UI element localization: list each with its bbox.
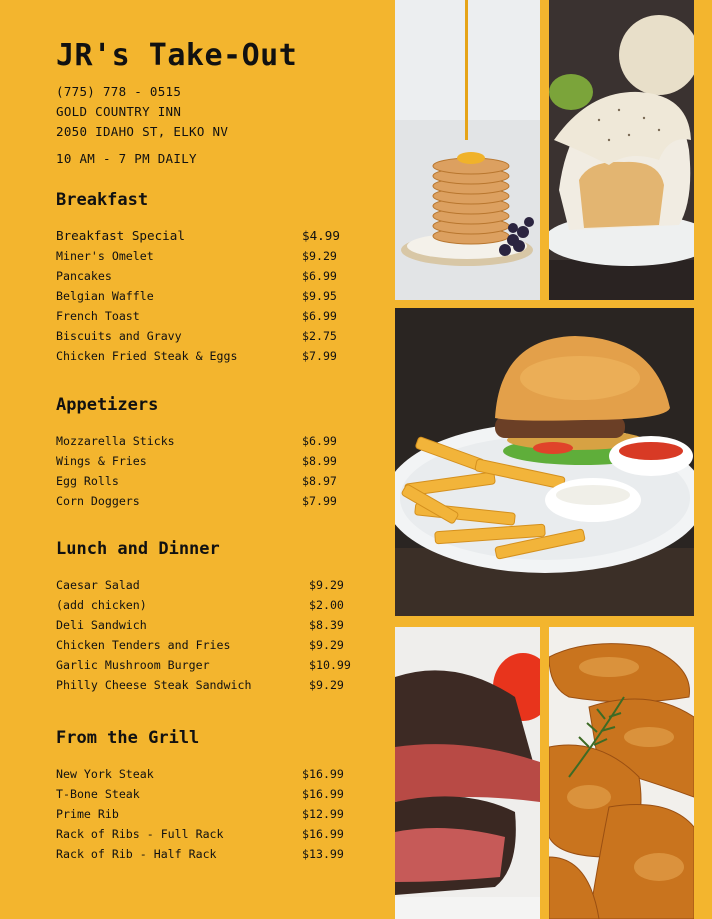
- item-price: $9.95: [302, 289, 337, 303]
- item-price: $4.99: [302, 228, 340, 243]
- item-price: $6.99: [302, 309, 337, 323]
- item-name: Biscuits and Gravy: [56, 329, 182, 343]
- item-name: Egg Rolls: [56, 474, 119, 488]
- item-name: T-Bone Steak: [56, 787, 140, 801]
- item-name: Breakfast Special: [56, 228, 185, 243]
- menu-item: [56, 824, 376, 844]
- menu-item: [56, 635, 376, 655]
- menu-header: [56, 38, 386, 166]
- item-price: $9.29: [309, 578, 344, 592]
- item-price: $6.99: [302, 434, 337, 448]
- menu-item: [56, 326, 376, 346]
- menu-item: [56, 491, 376, 511]
- menu-item: [56, 471, 376, 491]
- biscuits-gravy-photo: [549, 0, 694, 300]
- item-price: $2.75: [302, 329, 337, 343]
- menu-item: [56, 286, 376, 306]
- grill-section: [56, 727, 376, 864]
- opening-hours: 10 AM - 7 PM DAILY: [56, 151, 197, 166]
- item-price: $10.99: [309, 658, 351, 672]
- item-price: $8.39: [309, 618, 344, 632]
- steak-photo: [395, 627, 540, 919]
- menu-item: [56, 226, 376, 246]
- breakfast-title: Breakfast: [56, 190, 149, 210]
- burger-fries-photo: [395, 308, 694, 616]
- grill-title: From the Grill: [56, 728, 200, 748]
- chicken-wings-photo: [549, 627, 694, 919]
- item-name: Belgian Waffle: [56, 289, 154, 303]
- appetizers-section: [56, 394, 376, 511]
- menu-item: [56, 595, 376, 615]
- item-price: $7.99: [302, 494, 337, 508]
- item-name: Rack of Ribs - Full Rack: [56, 827, 224, 841]
- item-name: Pancakes: [56, 269, 112, 283]
- item-price: $8.97: [302, 474, 337, 488]
- item-price: $8.99: [302, 454, 337, 468]
- item-name: Rack of Rib - Half Rack: [56, 847, 217, 861]
- menu-item: [56, 575, 376, 595]
- item-price: $7.99: [302, 349, 337, 363]
- item-price: $9.29: [309, 678, 344, 692]
- item-name: Mozzarella Sticks: [56, 434, 175, 448]
- menu-item: [56, 266, 376, 286]
- menu-item: [56, 306, 376, 326]
- item-name: Caesar Salad: [56, 578, 140, 592]
- item-price: $16.99: [302, 787, 344, 801]
- item-name: Garlic Mushroom Burger: [56, 658, 210, 672]
- item-name: (add chicken): [56, 598, 147, 612]
- item-name: Chicken Tenders and Fries: [56, 638, 231, 652]
- item-price: $9.29: [302, 249, 337, 263]
- item-name: Corn Doggers: [56, 494, 140, 508]
- appetizers-title: Appetizers: [56, 395, 159, 415]
- item-price: $16.99: [302, 767, 344, 781]
- menu-item: [56, 431, 376, 451]
- item-price: $2.00: [309, 598, 344, 612]
- item-name: Wings & Fries: [56, 454, 147, 468]
- menu-item: [56, 246, 376, 266]
- menu-item: [56, 675, 376, 695]
- breakfast-section: [56, 189, 376, 366]
- menu-item: [56, 451, 376, 471]
- item-name: Miner's Omelet: [56, 249, 154, 263]
- restaurant-name: JR's Take-Out: [56, 38, 298, 73]
- menu-item: [56, 784, 376, 804]
- lunch-dinner-title: Lunch and Dinner: [56, 539, 220, 559]
- location-name: GOLD COUNTRY INN: [56, 104, 182, 119]
- item-name: New York Steak: [56, 767, 154, 781]
- menu-item: [56, 764, 376, 784]
- item-name: Deli Sandwich: [56, 618, 147, 632]
- item-name: French Toast: [56, 309, 140, 323]
- item-name: Chicken Fried Steak & Eggs: [56, 349, 238, 363]
- phone-number: (775) 778 - 0515: [56, 84, 182, 99]
- item-price: $12.99: [302, 807, 344, 821]
- lunch-dinner-section: [56, 538, 376, 695]
- menu-item: [56, 804, 376, 824]
- item-name: Philly Cheese Steak Sandwich: [56, 678, 252, 692]
- menu-item: [56, 615, 376, 635]
- menu-item: [56, 844, 376, 864]
- item-price: $6.99: [302, 269, 337, 283]
- item-name: Prime Rib: [56, 807, 119, 821]
- menu-item: [56, 346, 376, 366]
- item-price: $9.29: [309, 638, 344, 652]
- menu-item: [56, 655, 376, 675]
- item-price: $16.99: [302, 827, 344, 841]
- street-address: 2050 IDAHO ST, ELKO NV: [56, 124, 229, 139]
- item-price: $13.99: [302, 847, 344, 861]
- pancakes-photo: [395, 0, 540, 300]
